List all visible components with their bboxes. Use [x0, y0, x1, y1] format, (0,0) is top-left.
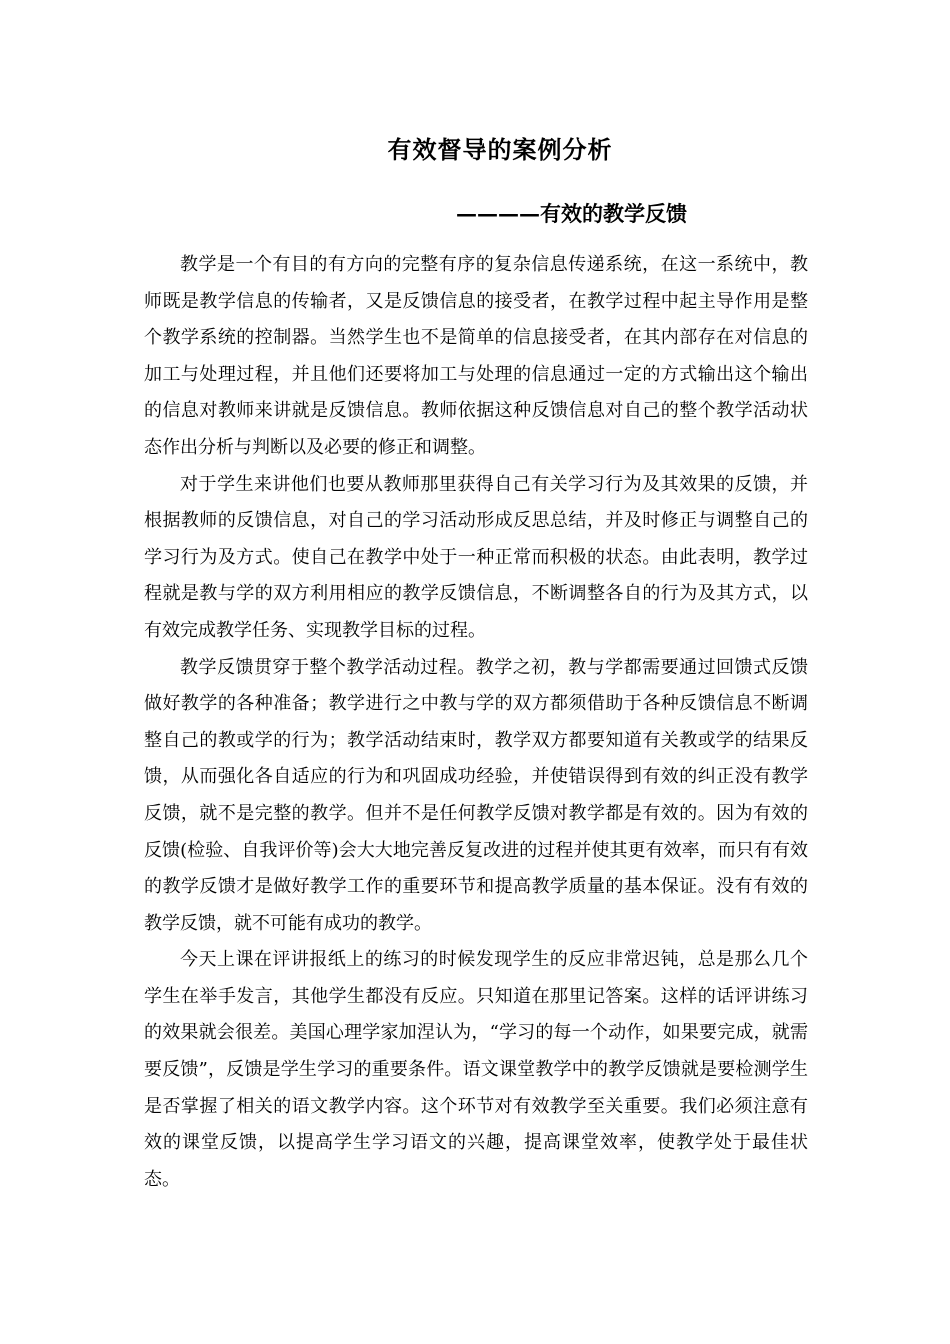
paragraph: 今天上课在评讲报纸上的练习的时候发现学生的反应非常迟钝，总是那么几个学生在举手发言，其他学生都没有反应。只知道在那里记答案。这样的话评讲练习的效果就会很差。美国心理学家加涅认为，“学习的每一个动作，如果要完成，就需要反馈”，反馈是学生学习的重要条件。语文课堂教学中的教学反馈就是要检测学生是否掌握了相关的语文教学内容。这个环节对有效教学至关重要。我们必须注意有效的课堂反馈，以提高学生学习语文的兴趣，提高课堂效率，使教学处于最佳状态。: [144, 949, 808, 1190]
document-subtitle: ————有效的教学反馈: [456, 201, 687, 226]
paragraph: 教学是一个有目的有方向的完整有序的复杂信息传递系统，在这一系统中，教师既是教学信息的传输者，又是反馈信息的接受者，在教学过程中起主导作用是整个教学系统的控制器。当然学生也不是简单的信息接受者，在其内部存在对信息的加工与处理过程，并且他们还要将加工与处理的信息通过一定的方式输出这个输出的信息对教师来讲就是反馈信息。教师依据这种反馈信息对自己的整个教学活动状态作出分析与判断以及必要的修正和调整。: [144, 254, 808, 458]
paragraph: 对于学生来讲他们也要从教师那里获得自己有关学习行为及其效果的反馈，并根据教师的反馈信息，对自己的学习活动形成反思总结，并及时修正与调整自己的学习行为及方式。使自己在教学中处于一种正常而积极的状态。由此表明，教学过程就是教与学的双方利用相应的教学反馈信息，不断调整各自的行为及其方式，以有效完成教学任务、实现教学目标的过程。: [144, 473, 808, 641]
document-title: 有效督导的案例分析: [387, 135, 613, 164]
document-body: [144, 247, 808, 1198]
paragraph: 教学反馈贯穿于整个教学活动过程。教学之初，教与学都需要通过回馈式反馈做好教学的各种准备；教学进行之中教与学的双方都须借助于各种反馈信息不断调整自己的教或学的行为；教学活动结束时，教学双方都要知道有关教或学的结果反馈，从而强化各自适应的行为和巩固成功经验，并使错误得到有效的纠正没有教学反馈，就不是完整的教学。但并不是任何教学反馈对教学都是有效的。因为有效的反馈(检验、自我评价等)会大大地完善反复改进的过程并使其更有效率，而只有有效的教学反馈才是做好教学工作的重要环节和提高教学质量的基本保证。没有有效的教学反馈，就不可能有成功的教学。: [144, 656, 808, 934]
